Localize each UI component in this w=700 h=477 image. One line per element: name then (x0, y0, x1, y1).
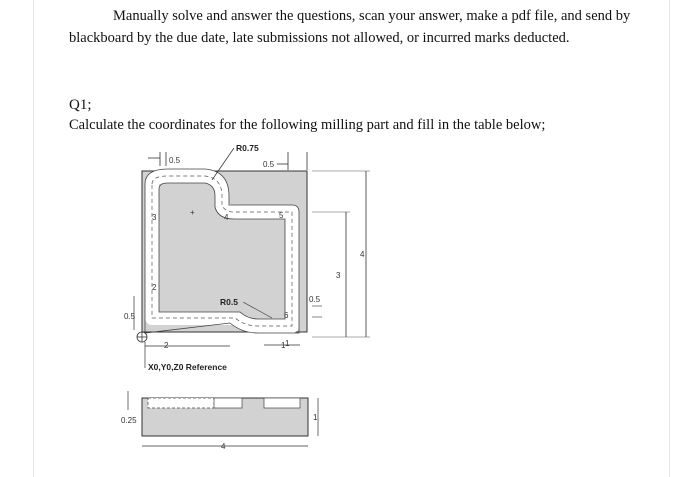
dim-inner-radius: R0.5 (220, 297, 238, 307)
dim-corner-radius: R0.75 (236, 143, 259, 153)
point-6-label: 6 (284, 311, 289, 320)
question-text: Calculate the coordinates for the following milling part and fill in the table below; (69, 117, 546, 133)
point-2-label: 2 (152, 283, 157, 292)
center-mark: + (190, 208, 195, 217)
point-1-label: 1 (285, 339, 290, 348)
dim-bottom-offset: 1 (281, 341, 286, 350)
dim-side-thickness: 0.25 (121, 416, 137, 425)
point-5-label: 5 (279, 211, 284, 220)
reference-label: X0,Y0,Z0 Reference (148, 362, 227, 372)
instructions-line-1: Manually solve and answer the questions, scan your answer, make a pdf file, and send by (113, 8, 631, 24)
dim-bottom-width: 2 (164, 341, 169, 350)
dim-top-right-offset: 0.5 (263, 160, 275, 169)
question-label: Q1; (69, 97, 92, 113)
instructions-line-2: blackboard by the due date, late submissions not allowed, or incurred marks deducted. (69, 30, 570, 46)
dim-side-width: 4 (221, 442, 226, 451)
dim-height-inner: 3 (336, 271, 341, 280)
dim-side-height: 1 (313, 413, 318, 422)
dim-height-outer: 4 (360, 250, 365, 259)
point-4-label: 4 (224, 213, 229, 222)
point-3-label: 3 (152, 213, 157, 222)
dim-top-left-offset: 0.5 (169, 156, 181, 165)
dim-left-offset: 0.5 (124, 312, 136, 321)
dim-right-gap: 0.5 (309, 295, 321, 304)
